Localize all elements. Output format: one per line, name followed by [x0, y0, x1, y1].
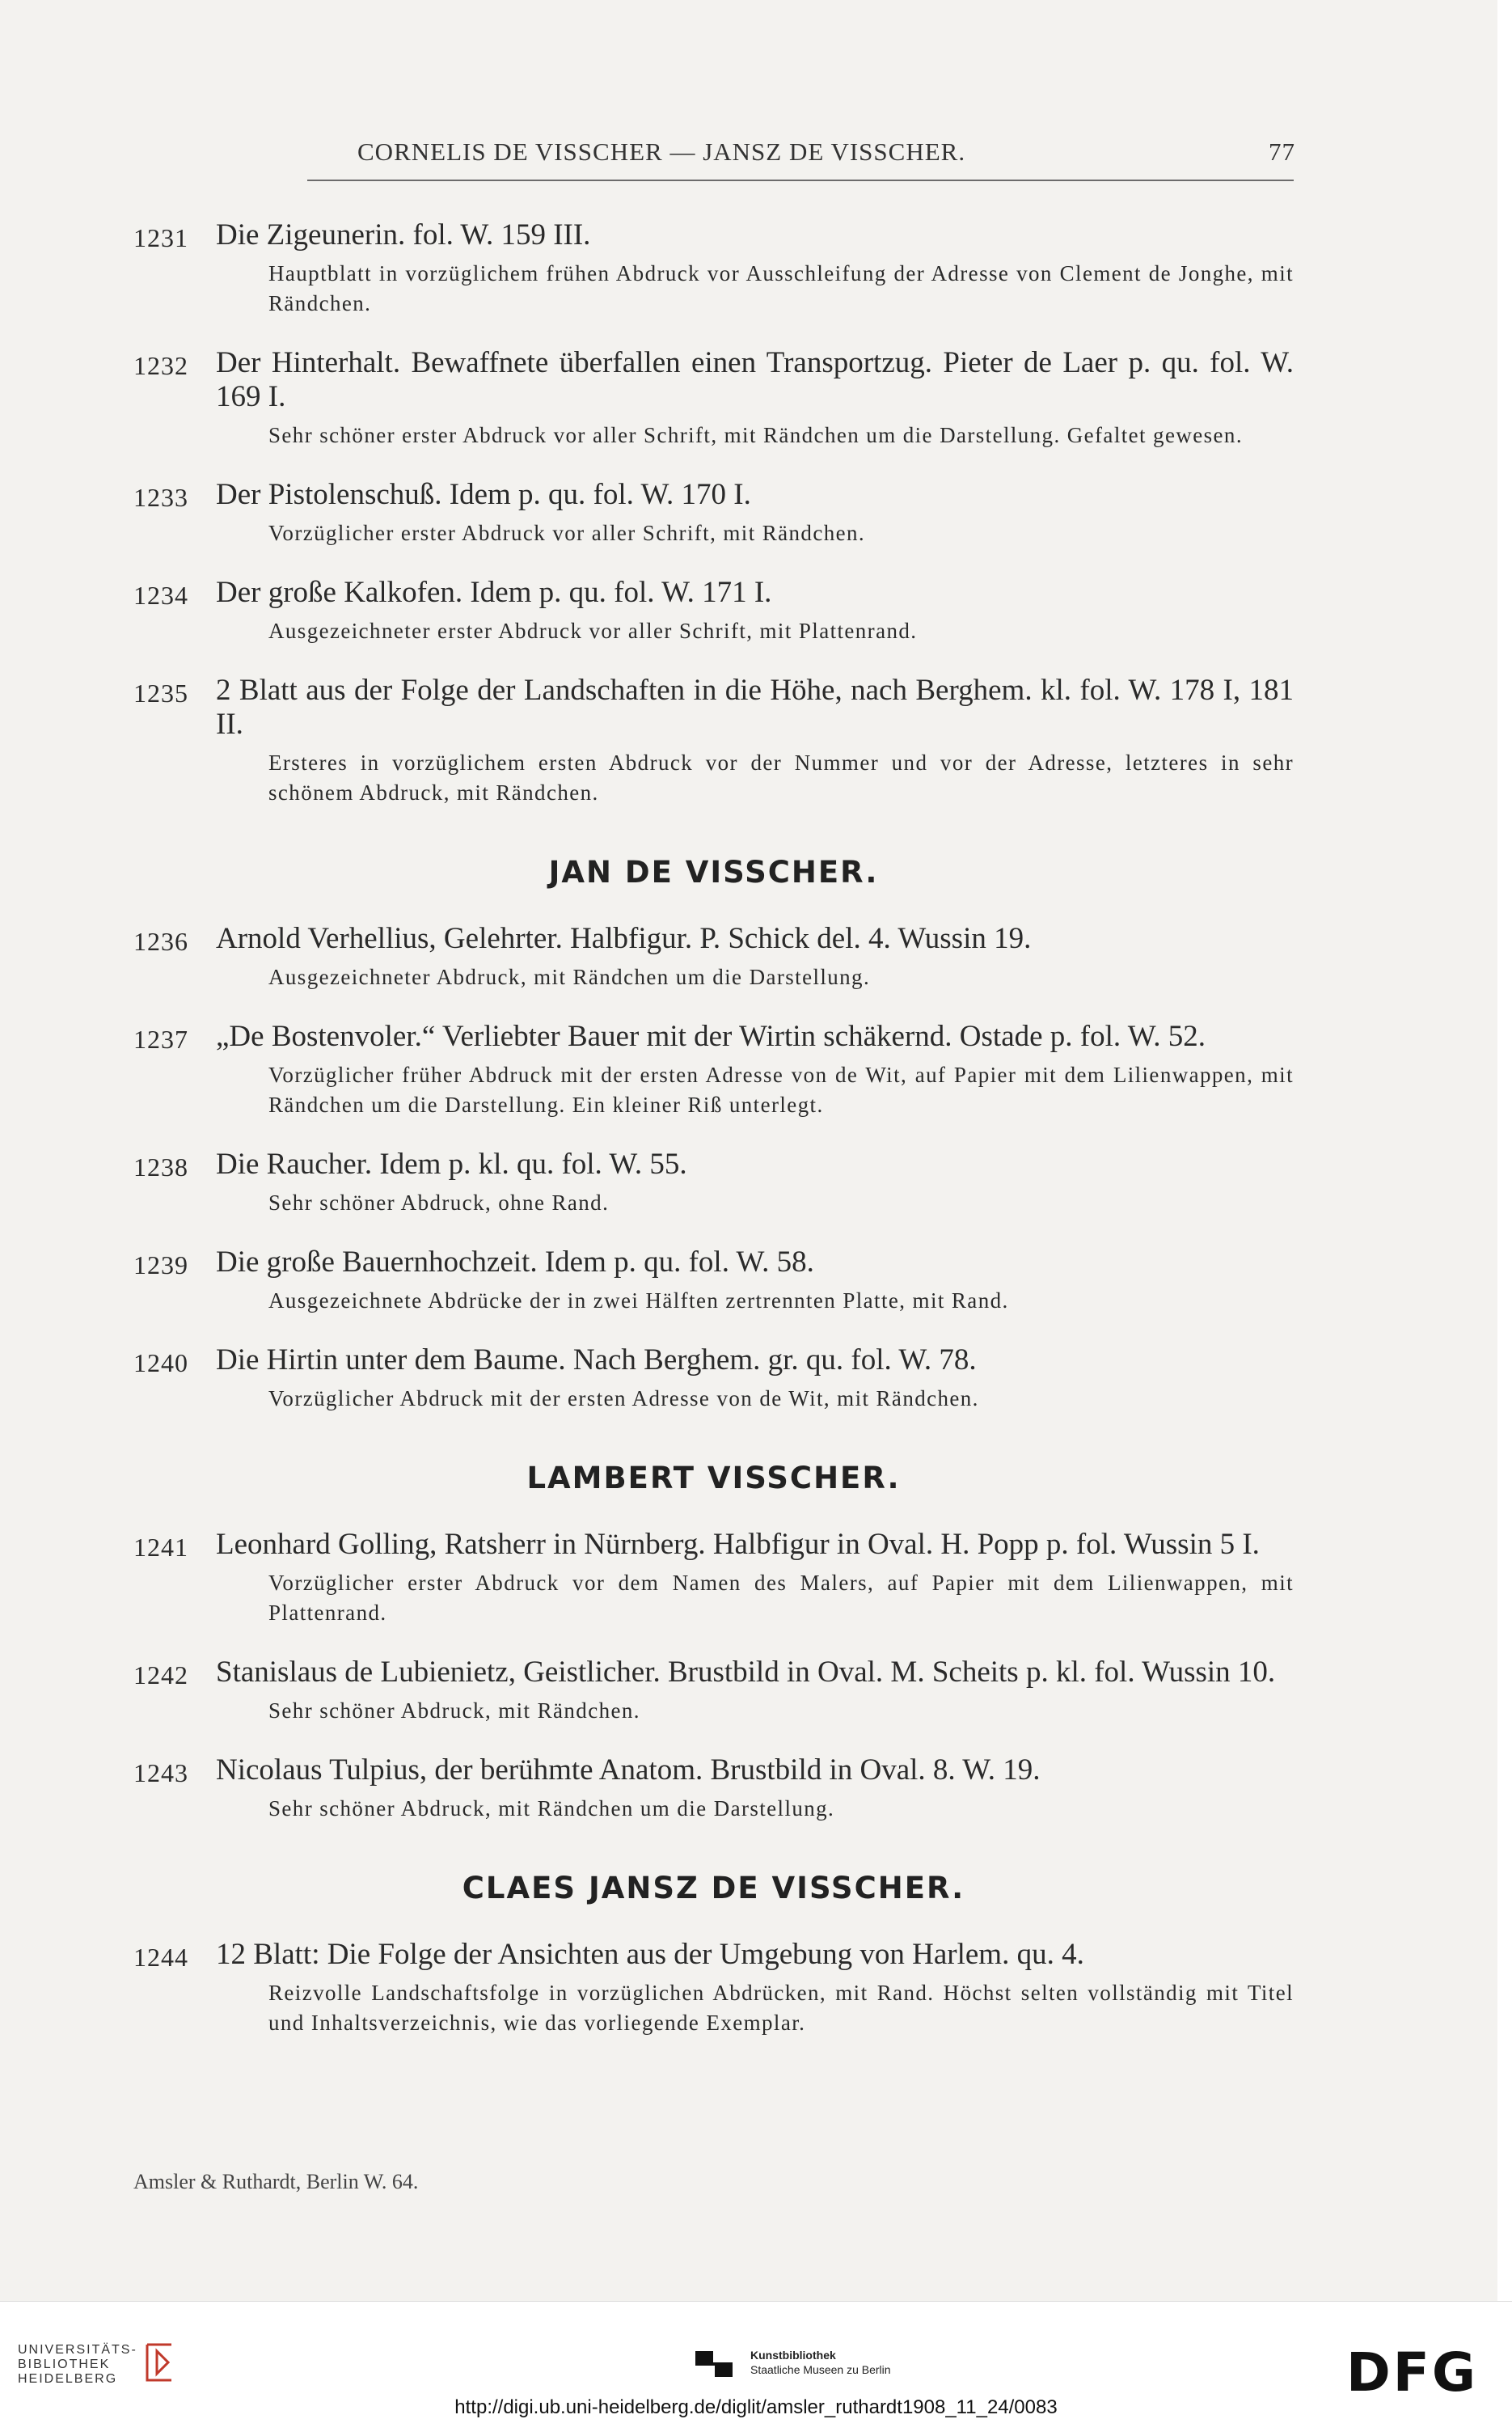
entry-title: Der Pistolenschuß. Idem p. qu. fol. W. 170 I. [216, 478, 751, 511]
entry-number: 1233 [133, 483, 188, 512]
entry-title: Die Raucher. Idem p. kl. qu. fol. W. 55. [216, 1148, 687, 1181]
page-number: 77 [1269, 137, 1295, 166]
entry-title: Die Zigeunerin. fol. W. 159 III. [216, 218, 591, 252]
entry-title: Die Hirtin unter dem Baume. Nach Berghem. gr. qu. fol. W. 78. [216, 1343, 977, 1377]
page-edge [1497, 0, 1512, 2301]
university-line-2: BIBLIOTHEK [18, 2358, 111, 2371]
publisher-imprint: Amsler & Ruthardt, Berlin W. 64. [133, 2170, 419, 2193]
entry-number: 1239 [133, 1250, 188, 1279]
entry-title: Nicolaus Tulpius, der berühmte Anatom. Brustbild in Oval. 8. W. 19. [216, 1753, 1041, 1787]
section-heading-claes-jansz-de-visscher: CLAES JANSZ DE VISSCHER. [462, 1871, 965, 1905]
catalogue-entry-1235 [133, 674, 1294, 808]
dfg-logo[interactable]: DFG [1346, 2341, 1479, 2404]
catalogue-content [133, 218, 1294, 2066]
entry-title: Arnold Verhellius, Gelehrter. Halbfigur. P. Schick del. 4. Wussin 19. [216, 922, 1032, 955]
entry-number: 1234 [133, 581, 188, 610]
entry-number: 1235 [133, 679, 188, 708]
university-line-3: HEIDELBERG [18, 2372, 118, 2386]
university-line-1: UNIVERSITÄTS- [18, 2343, 137, 2357]
entry-title: Leonhard Golling, Ratsherr in Nürnberg. Halbfigur in Oval. H. Popp p. fol. Wussin 5 I. [216, 1528, 1260, 1561]
entry-description: Sehr schöner Abdruck, ohne Rand. [268, 1190, 610, 1215]
permalink-url[interactable]: http://digi.ub.uni-heidelberg.de/diglit/amsler_ruthardt1908_11_24/0083 [454, 2396, 1058, 2418]
kunstbibliothek-label [750, 2348, 891, 2377]
entry-number: 1241 [133, 1533, 188, 1562]
kb-title: Kunstbibliothek [750, 2349, 836, 2362]
catalogue-entry-1234 [133, 576, 1294, 646]
catalogue-entry-1243 [133, 1753, 1294, 1824]
header-title: CORNELIS DE VISSCHER — JANSZ DE VISSCHER. [357, 137, 966, 166]
catalogue-entry-1241 [133, 1528, 1294, 1628]
catalogue-entry-1239 [133, 1245, 1294, 1316]
entry-number: 1236 [133, 927, 188, 956]
catalogue-entry-1232 [133, 346, 1294, 450]
kunstbibliothek-logo-icon[interactable] [694, 2348, 734, 2380]
catalogue-entry-1233 [133, 478, 1294, 548]
entry-description: Ausgezeichnete Abdrücke der in zwei Hälften zertrennten Platte, mit Rand. [268, 1288, 1009, 1313]
footer-rule [0, 2301, 1512, 2302]
entry-title: 2 Blatt aus der Folge der Landschaften in die Höhe, nach Berghem. kl. fol. W. 178 I, 181 II. [216, 674, 1294, 741]
entry-number: 1231 [133, 223, 188, 252]
catalogue-entry-1244 [133, 1938, 1294, 2038]
entry-description: Hauptblatt in vorzüglichem frühen Abdruck vor Ausschleifung der Adresse von Clement de Jonghe, mit Rändchen. [268, 261, 1294, 315]
catalogue-entry-1242 [133, 1656, 1294, 1726]
entry-title: Die große Bauernhochzeit. Idem p. qu. fol. W. 58. [216, 1245, 814, 1279]
kb-subtitle: Staatliche Museen zu Berlin [750, 2363, 891, 2376]
catalogue-entry-1240 [133, 1343, 1294, 1414]
entry-description: Sehr schöner erster Abdruck vor aller Schrift, mit Rändchen um die Darstellung. Gefaltet gewesen. [268, 423, 1243, 447]
catalogue-entry-1237 [133, 1020, 1294, 1120]
entry-description: Vorzüglicher früher Abdruck mit der ersten Adresse von de Wit, auf Papier mit dem Lilienwappen, mit Rändchen um die Darstellung. Ein kleiner Riß unterlegt. [268, 1063, 1294, 1117]
header-rule [307, 180, 1294, 181]
catalogue-entry-1231 [133, 218, 1294, 319]
university-library-logo[interactable] [18, 2343, 137, 2387]
university-emblem-icon [139, 2338, 178, 2387]
entry-description: Ausgezeichneter Abdruck, mit Rändchen um die Darstellung. [268, 965, 871, 989]
entry-title: „De Bostenvoler.“ Verliebter Bauer mit der Wirtin schäkernd. Ostade p. fol. W. 52. [216, 1020, 1206, 1053]
entry-number: 1243 [133, 1758, 188, 1787]
entry-number: 1244 [133, 1943, 188, 1972]
section-heading-lambert-visscher: LAMBERT VISSCHER. [526, 1461, 901, 1495]
entry-description: Reizvolle Landschaftsfolge in vorzüglichen Abdrücken, mit Rand. Höchst selten vollständig mit Titel und Inhaltsverzeichnis, wie das vorliegende Exemplar. [268, 1981, 1294, 2035]
entry-number: 1238 [133, 1152, 188, 1182]
entry-title: 12 Blatt: Die Folge der Ansichten aus der Umgebung von Harlem. qu. 4. [216, 1938, 1084, 1971]
catalogue-entry-1236 [133, 922, 1294, 992]
entry-description: Ausgezeichneter erster Abdruck vor aller Schrift, mit Plattenrand. [268, 619, 918, 643]
entry-title: Stanislaus de Lubienietz, Geistlicher. Brustbild in Oval. M. Scheits p. kl. fol. Wussin 10. [216, 1656, 1276, 1689]
entry-title: Der große Kalkofen. Idem p. qu. fol. W. 171 I. [216, 576, 772, 609]
entry-description: Vorzüglicher erster Abdruck vor aller Schrift, mit Rändchen. [268, 521, 866, 545]
viewer-footer [0, 2301, 1512, 2416]
section-heading-jan-de-visscher: JAN DE VISSCHER. [548, 855, 879, 890]
entry-description: Vorzüglicher Abdruck mit der ersten Adresse von de Wit, mit Rändchen. [268, 1386, 979, 1410]
entry-number: 1232 [133, 351, 188, 380]
entry-description: Vorzüglicher erster Abdruck vor dem Namen des Malers, auf Papier mit dem Lilienwappen, mit Plattenrand. [268, 1571, 1294, 1625]
entry-number: 1237 [133, 1025, 188, 1054]
entry-description: Sehr schöner Abdruck, mit Rändchen um die Darstellung. [268, 1796, 835, 1821]
catalogue-entry-1238 [133, 1148, 1294, 1218]
entry-description: Sehr schöner Abdruck, mit Rändchen. [268, 1698, 640, 1723]
entry-description: Ersteres in vorzüglichem ersten Abdruck vor der Nummer und vor der Adresse, letzteres in sehr schönem Abdruck, mit Rändchen. [268, 751, 1294, 805]
entry-number: 1242 [133, 1660, 188, 1689]
entry-number: 1240 [133, 1348, 188, 1377]
entry-title: Der Hinterhalt. Bewaffnete überfallen einen Transportzug. Pieter de Laer p. qu. fol. W. 169 I. [216, 346, 1294, 413]
